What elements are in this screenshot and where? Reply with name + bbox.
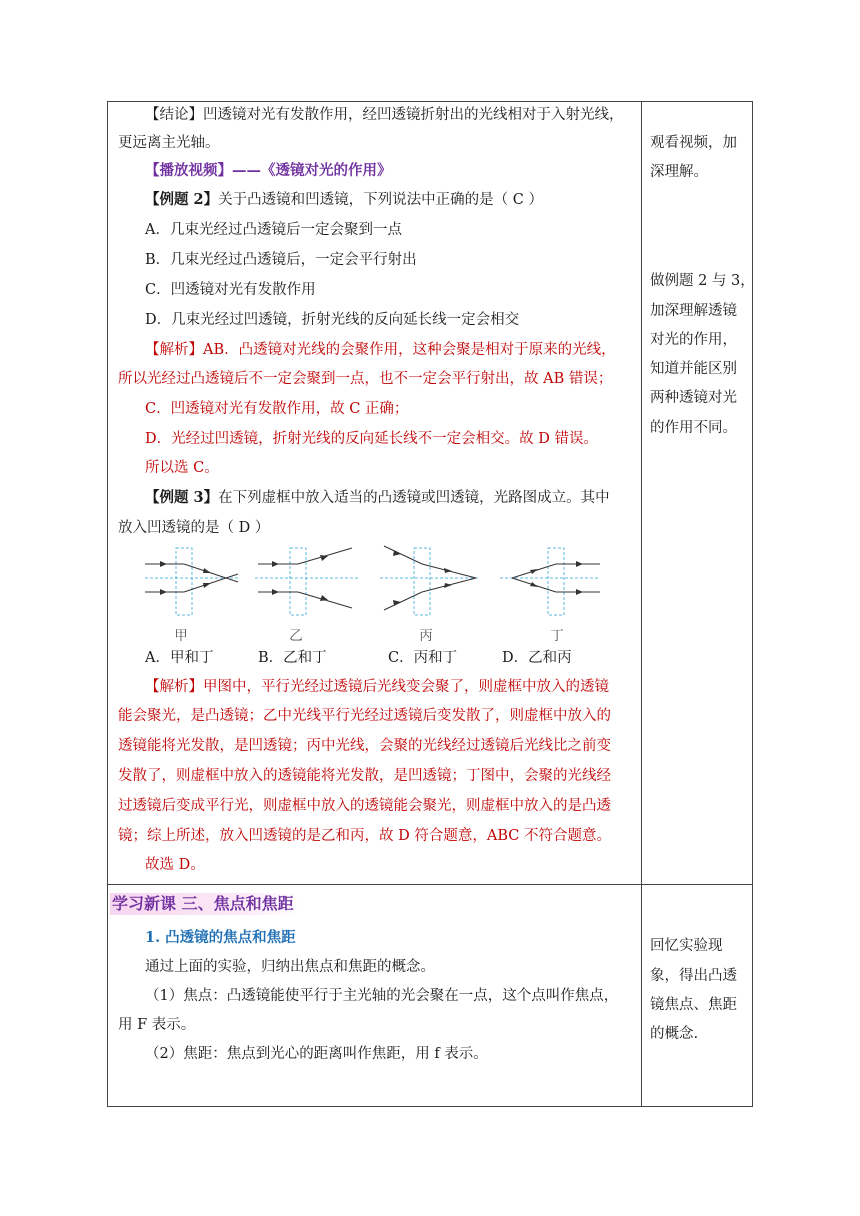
figure-bing [384, 546, 476, 615]
example-3-option-d: D．乙和丙 [502, 650, 572, 666]
video-link[interactable]: 【播放视频】——《透镜对光的作用》 [145, 162, 392, 179]
figure-label-ding: 丁 [550, 628, 564, 644]
example-3-option-c: C．丙和丁 [388, 650, 458, 666]
example-2-option-d: D．几束光经过凹透镜，折射光线的反向延长线一定会相交 [145, 312, 520, 328]
example-2-option-b: B．几束光经过凸透镜后，一定会平行射出 [145, 252, 417, 268]
example-2-analysis-2: 所以光经过凸透镜后不一定会聚到一点，也不一定会平行射出，故 AB 错误； [118, 371, 613, 387]
conclusion-line-1: 【结论】凹透镜对光有发散作用，经凹透镜折射出的光线相对于入射光线， [145, 107, 624, 123]
figure-label-bing: 丙 [419, 628, 433, 644]
figure-label-yi: 乙 [289, 628, 303, 644]
example-3-question-1 [145, 488, 610, 508]
focus-definition-2: 用 F 表示。 [118, 1017, 196, 1033]
figure-yi [258, 548, 352, 615]
figure-ding [512, 548, 600, 615]
example-3-analysis-6: 镜；综上所述，放入凹透镜的是乙和丙，故 D 符合题意，ABC 不符合题意。 [118, 828, 611, 844]
note-video-2: 深理解。 [650, 164, 708, 180]
example-3-analysis-5: 过透镜后变成平行光，则虚框中放入的透镜能会聚光，则虚框中放入的是凸透 [118, 798, 611, 814]
note-focus-4: 的概念. [650, 1026, 699, 1042]
note-examples-3: 对光的作用， [650, 332, 737, 348]
example-2-option-c: C．凹透镜对光有发散作用 [145, 282, 316, 298]
example-2-analysis-3: C．凹透镜对光有发散作用，故 C 正确； [145, 401, 409, 417]
example-3-option-a: A．甲和丁 [145, 650, 214, 666]
figure-label-jia: 甲 [174, 628, 188, 644]
column-divider [641, 101, 642, 1107]
example-3-question-2: 放入凹透镜的是（ D ） [118, 520, 270, 536]
conclusion-line-2: 更远离主光轴。 [118, 135, 220, 151]
example-2-analysis-5: 所以选 C。 [145, 460, 219, 476]
focus-definition-1: （1）焦点：凸透镜能使平行于主光轴的光会聚在一点，这个点叫作焦点， [145, 988, 619, 1004]
example-3-option-b: B．乙和丁 [258, 650, 327, 666]
example-3-label: 【例题 3】 [145, 489, 219, 506]
example-3-text: 在下列虚框中放入适当的凸透镜或凹透镜，光路图成立。其中 [218, 490, 610, 506]
example-3-analysis-2: 能会聚光，是凸透镜；乙中光线平行光经过透镜后变发散了，则虚框中放入的 [118, 708, 611, 724]
row-divider [107, 884, 753, 885]
example-2-option-a: A．几束光经过凸透镜后一定会聚到一点 [145, 222, 402, 238]
example-3-analysis-1: 【解析】甲图中，平行光经过透镜后光线变会聚了，则虚框中放入的透镜 [145, 679, 609, 695]
example-3-analysis-7: 故选 D。 [145, 857, 205, 873]
note-focus-3: 镜焦点、焦距 [650, 997, 737, 1013]
example-2-analysis-1: 【解析】AB．凸透镜对光线的会聚作用，这种会聚是相对于原来的光线， [145, 342, 616, 358]
example-2-analysis-4: D．光经过凹透镜，折射光线的反向延长线不一定会相交。故 D 错误。 [145, 431, 598, 447]
example-3-analysis-4: 发散了，则虚框中放入的透镜能将光发散，是凹透镜；丁图中，会聚的光线经 [118, 768, 611, 784]
intro-paragraph: 通过上面的实验，归纳出焦点和焦距的概念。 [145, 959, 435, 975]
section-heading: 学习新课 三、焦点和焦距 [110, 893, 300, 915]
figure-jia [145, 548, 238, 615]
note-focus-2: 象，得出凸透 [650, 968, 737, 984]
note-focus-1: 回忆实验现 [650, 938, 723, 954]
note-examples-1: 做例题 2 与 3， [650, 273, 755, 289]
note-video-1: 观看视频，加 [650, 135, 737, 151]
example-2-text: 关于凸透镜和凹透镜，下列说法中正确的是（ C ） [218, 192, 543, 208]
light-path-diagram [140, 540, 610, 630]
note-examples-6: 的作用不同。 [650, 420, 737, 436]
example-3-analysis-3: 透镜能将光发散，是凹透镜；丙中光线，会聚的光线经过透镜后光线比之前变 [118, 738, 611, 754]
subsection-title: 1. 凸透镜的焦点和焦距 [145, 929, 296, 946]
example-2-question [145, 190, 543, 210]
example-2-label: 【例题 2】 [145, 191, 219, 208]
note-examples-5: 两种透镜对光 [650, 390, 737, 406]
note-examples-2: 加深理解透镜 [650, 303, 737, 319]
note-examples-4: 知道并能区别 [650, 361, 737, 377]
focal-length-definition: （2）焦距：焦点到光心的距离叫作焦距，用 f 表示。 [145, 1046, 488, 1062]
